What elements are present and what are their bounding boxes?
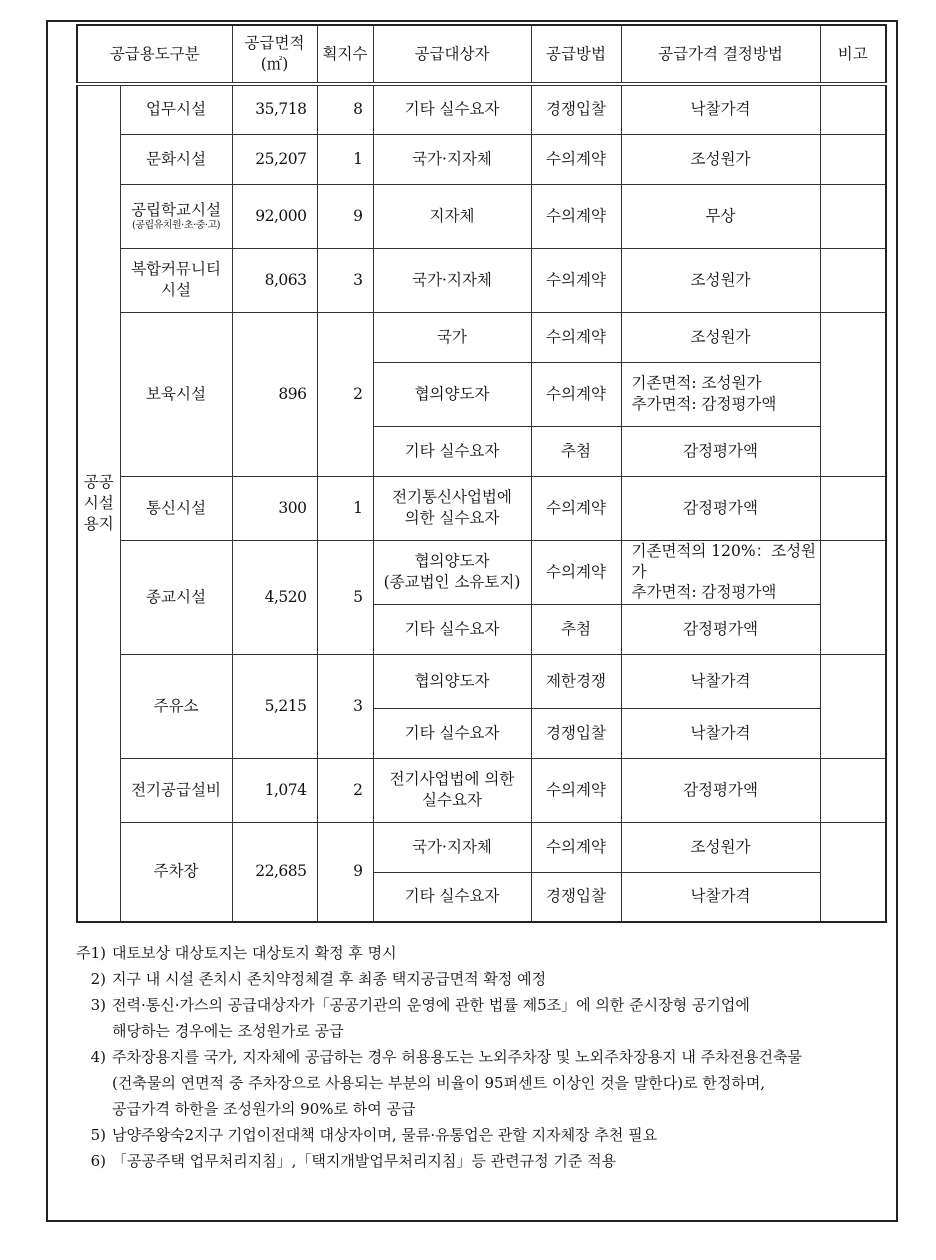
facility-name: 공립학교시설 (공립유치원·초·중·고)	[120, 184, 232, 248]
footnote-text: 남양주왕숙2지구 기업이전대책 대상자이며, 물류·유통업은 관할 지자체장 추천 필요	[112, 1126, 658, 1144]
lots-value: 9	[317, 822, 373, 922]
table-row	[77, 134, 886, 184]
price-cell: 감정평가액	[621, 476, 820, 540]
lots-value: 1	[317, 476, 373, 540]
area-value: 1,074	[232, 758, 317, 822]
lots-value: 9	[317, 184, 373, 248]
price-cell: 기존면적의 120%：조성원가 추가면적: 감정평가액	[621, 540, 820, 604]
table-row	[77, 476, 886, 540]
footnote	[76, 992, 876, 1044]
lots-value: 8	[317, 84, 373, 134]
target-cell: 국가·지자체	[373, 822, 531, 872]
remarks-cell	[820, 654, 886, 758]
lots-value: 2	[317, 758, 373, 822]
footnote-label: 주1)	[76, 944, 106, 962]
lots-value: 3	[317, 654, 373, 758]
method-cell: 수의계약	[531, 134, 621, 184]
table-row	[77, 654, 886, 708]
price-cell: 무상	[621, 184, 820, 248]
area-value: 5,215	[232, 654, 317, 758]
target-cell: 기타 실수요자	[373, 604, 531, 654]
price-cell: 낙찰가격	[621, 872, 820, 922]
group-label: 공공 시설 용지	[77, 84, 120, 922]
method-cell: 수의계약	[531, 362, 621, 426]
facility-name: 복합커뮤니티 시설	[120, 248, 232, 312]
target-cell: 협의양도자	[373, 654, 531, 708]
price-cell: 조성원가	[621, 312, 820, 362]
remarks-cell	[820, 822, 886, 922]
footnote-label: 5)	[90, 1126, 106, 1144]
price-cell: 낙찰가격	[621, 84, 820, 134]
header-category: 공급용도구분	[77, 25, 232, 84]
target-cell: 기타 실수요자	[373, 84, 531, 134]
price-cell: 조성원가	[621, 134, 820, 184]
method-cell: 수의계약	[531, 476, 621, 540]
facility-name: 통신시설	[120, 476, 232, 540]
area-value: 896	[232, 312, 317, 476]
footnote	[76, 1148, 876, 1174]
header-price: 공급가격 결정방법	[621, 25, 820, 84]
footnote-text: 「공공주택 업무처리지침」,「택지개발업무처리지침」등 관련규정 기준 적용	[112, 1152, 617, 1170]
target-cell: 국가	[373, 312, 531, 362]
target-cell: 전기통신사업법에 의한 실수요자	[373, 476, 531, 540]
header-area: 공급면적 (㎡)	[232, 25, 317, 84]
price-cell: 감정평가액	[621, 758, 820, 822]
area-value: 8,063	[232, 248, 317, 312]
method-cell: 경쟁입찰	[531, 872, 621, 922]
target-cell: 국가·지자체	[373, 134, 531, 184]
target-cell: 기타 실수요자	[373, 708, 531, 758]
lots-value: 3	[317, 248, 373, 312]
table-row	[77, 540, 886, 604]
header-method: 공급방법	[531, 25, 621, 84]
target-cell: 국가·지자체	[373, 248, 531, 312]
remarks-cell	[820, 312, 886, 476]
table-row	[77, 248, 886, 312]
lots-value: 5	[317, 540, 373, 654]
footnote-label: 6)	[90, 1152, 106, 1170]
target-cell: 전기사업법에 의한 실수요자	[373, 758, 531, 822]
footnote-text: 지구 내 시설 존치시 존치약정체결 후 최종 택지공급면적 확정 예정	[112, 970, 547, 988]
price-cell: 감정평가액	[621, 604, 820, 654]
remarks-cell	[820, 184, 886, 248]
facility-name: 전기공급설비	[120, 758, 232, 822]
header-lots: 획지수	[317, 25, 373, 84]
target-cell: 협의양도자	[373, 362, 531, 426]
method-cell: 수의계약	[531, 184, 621, 248]
footnote	[76, 1122, 876, 1148]
header-remarks: 비고	[820, 25, 886, 84]
remarks-cell	[820, 84, 886, 134]
target-cell: 기타 실수요자	[373, 872, 531, 922]
price-cell: 감정평가액	[621, 426, 820, 476]
footnote-text: 대토보상 대상토지는 대상토지 확정 후 명시	[112, 944, 397, 962]
area-value: 25,207	[232, 134, 317, 184]
area-value: 300	[232, 476, 317, 540]
method-cell: 수의계약	[531, 248, 621, 312]
target-cell: 지자체	[373, 184, 531, 248]
footnote-label: 3)	[90, 996, 106, 1014]
table-row	[77, 822, 886, 872]
footnote	[76, 940, 876, 966]
price-cell: 조성원가	[621, 248, 820, 312]
area-value: 92,000	[232, 184, 317, 248]
target-cell: 기타 실수요자	[373, 426, 531, 476]
facility-name: 문화시설	[120, 134, 232, 184]
remarks-cell	[820, 758, 886, 822]
method-cell: 수의계약	[531, 822, 621, 872]
method-cell: 경쟁입찰	[531, 708, 621, 758]
method-cell: 추첨	[531, 426, 621, 476]
target-cell: 협의양도자 (종교법인 소유토지)	[373, 540, 531, 604]
header-target: 공급대상자	[373, 25, 531, 84]
price-cell: 낙찰가격	[621, 708, 820, 758]
footnote-label: 2)	[90, 970, 106, 988]
price-cell: 조성원가	[621, 822, 820, 872]
table-row	[77, 758, 886, 822]
method-cell: 추첨	[531, 604, 621, 654]
table-header-row	[77, 25, 886, 84]
facility-name: 주유소	[120, 654, 232, 758]
footnote-text: 주차장용지를 국가, 지자체에 공급하는 경우 허용용도는 노외주차장 및 노외주차장용지 내 주차전용건축물 (건축물의 연면적 중 주차장으로 사용되는 부분의 비율이 95퍼센트 이상인 것을 말한다)로 한정하며, 공급가격 하한을 조성원가의 90%로 하여 공급	[112, 1048, 803, 1118]
price-cell: 기존면적: 조성원가 추가면적: 감정평가액	[621, 362, 820, 426]
method-cell: 수의계약	[531, 758, 621, 822]
area-value: 4,520	[232, 540, 317, 654]
footnote	[76, 1044, 876, 1122]
lots-value: 1	[317, 134, 373, 184]
facility-name: 보육시설	[120, 312, 232, 476]
method-cell: 경쟁입찰	[531, 84, 621, 134]
method-cell: 제한경쟁	[531, 654, 621, 708]
footnote	[76, 966, 876, 992]
area-value: 22,685	[232, 822, 317, 922]
facility-name: 주차장	[120, 822, 232, 922]
supply-table	[76, 24, 887, 923]
price-cell: 낙찰가격	[621, 654, 820, 708]
method-cell: 수의계약	[531, 312, 621, 362]
remarks-cell	[820, 476, 886, 540]
footnote-label: 4)	[90, 1048, 106, 1066]
footnotes	[76, 940, 876, 1174]
table-row	[77, 84, 886, 134]
table-row	[77, 312, 886, 362]
remarks-cell	[820, 540, 886, 654]
remarks-cell	[820, 248, 886, 312]
area-value: 35,718	[232, 84, 317, 134]
lots-value: 2	[317, 312, 373, 476]
facility-name: 업무시설	[120, 84, 232, 134]
footnote-text: 전력·통신·가스의 공급대상자가「공공기관의 운영에 관한 법률 제5조」에 의한 준시장형 공기업에 해당하는 경우에는 조성원가로 공급	[112, 996, 750, 1040]
table-row	[77, 184, 886, 248]
method-cell: 수의계약	[531, 540, 621, 604]
remarks-cell	[820, 134, 886, 184]
facility-name: 종교시설	[120, 540, 232, 654]
